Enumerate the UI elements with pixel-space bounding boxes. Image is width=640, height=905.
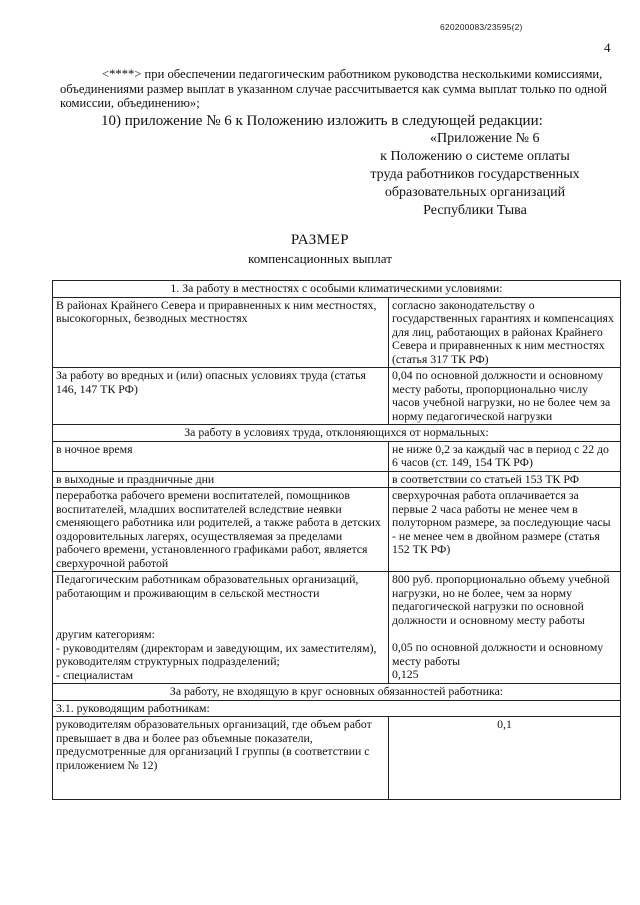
row-3-condition: в ночное время [53,441,389,471]
table-row [53,297,621,368]
table-row [53,717,621,800]
row-3-amount: не ниже 0,2 за каждый час в период с 22 до 6 часов (ст. 149, 154 ТК РФ) [389,441,621,471]
section-heading-2: За работу в условиях труда, отклоняющихся от нормальных: [53,425,621,442]
row-6-spacer-right [392,627,617,641]
document-title: РАЗМЕР [290,232,350,248]
row-4-amount: в соответствии со статьей 153 ТК РФ [389,471,621,488]
table-row [53,471,621,488]
table-row [53,368,621,425]
appendix-line-4: образовательных организаций [384,185,566,200]
appendix-line-1: «Приложение № 6 [430,131,540,146]
table-section-row [53,281,621,298]
document-subtitle: компенсационных выплат [248,251,392,266]
row-7-amount: 0,1 [389,717,621,800]
item-10-paragraph: 10) приложение № 6 к Положению изложить в следующей редакции: [101,113,543,129]
row-6-amount-rural: 800 руб. пропорционально объему учебной нагрузки, но не более, чем за норму педагогической нагрузки по основной должности и основному месту работы [392,572,610,627]
footnote-paragraph [60,67,620,111]
table-section-row [53,425,621,442]
row-5-amount: сверхурочная работа оплачивается за первые 2 часа работы не менее чем в полуторном размере, за последующие часы - не менее чем в двойном размере (статья 152 ТК РФ) [389,488,621,572]
row-5-condition: переработка рабочего времени воспитателей, помощников воспитателей, младших воспитателей вследствие неявки сменяющего работника или родителей, а также работа в детских оздоровительных лагерях, осуществляемая за пределами рабочего времени, установленного графиками работ, является сверхурочной работой [53,488,389,572]
appendix-header [330,130,620,220]
appendix-line-2: к Положению о системе оплаты [380,149,570,164]
row-4-condition: в выходные и праздничные дни [53,471,389,488]
footnote-text: <****> при обеспечении педагогическим работником руководства несколькими комиссиями, объединениями размер выплат в указанном случае рассчитывается как сумма выплат только по одной комиссии, объединению»; [60,67,607,110]
row-6-amount-managers: 0,05 по основной должности и основному месту работы [392,640,604,668]
section-heading-3: За работу, не входящую в круг основных обязанностей работника: [53,684,621,701]
row-1-amount: согласно законодательству о государственных гарантиях и компенсациях для лиц, работающих в районах Крайнего Севера и приравненных к ним местностях (статья 317 ТК РФ) [389,297,621,368]
row-6-condition-rural: Педагогическим работникам образовательных организаций, работающим и проживающим в сельской местности [56,572,359,600]
compensation-table [52,280,621,800]
row-6-condition-other: другим категориям: [56,627,155,641]
table-subsection-row [53,700,621,717]
row-6-spacer [56,600,385,628]
appendix-line-5: Республики Тыва [423,203,527,218]
table-row [53,572,621,684]
table-row [53,441,621,471]
appendix-line-3: труда работников государственных [370,167,580,182]
row-6-condition [53,572,389,684]
row-6-condition-specialists: - специалистам [56,667,134,682]
document-number: 620200083/23595(2) [440,22,523,32]
row-7-condition: руководителям образовательных организаций, где объем работ превышает в два и более раз объемные показатели, предусмотренные для организаций I группы (в соответствии с приложением № 12) [53,717,389,800]
row-6-amount-specialists: 0,125 [392,667,419,681]
section-heading-1: 1. За работу в местностях с особыми климатическими условиями: [53,281,621,298]
row-1-condition: В районах Крайнего Севера и приравненных к ним местностях, высокогорных, безводных местностях [53,297,389,368]
row-6-condition-managers: - руководителям (директорам и заведующим, их заместителям), руководителям структурных подразделений; [56,640,377,668]
table-section-row [53,684,621,701]
row-2-amount: 0,04 по основной должности и основному месту работы, пропорционально числу часов учебной нагрузки, но не более чем за норму педагогической нагрузки [389,368,621,425]
table-row [53,488,621,572]
row-2-condition: За работу во вредных и (или) опасных условиях труда (статья 146, 147 ТК РФ) [53,368,389,425]
page-number: 4 [604,40,611,55]
row-6-amount [389,572,621,684]
subsection-3-1: 3.1. руководящим работникам: [53,700,621,717]
